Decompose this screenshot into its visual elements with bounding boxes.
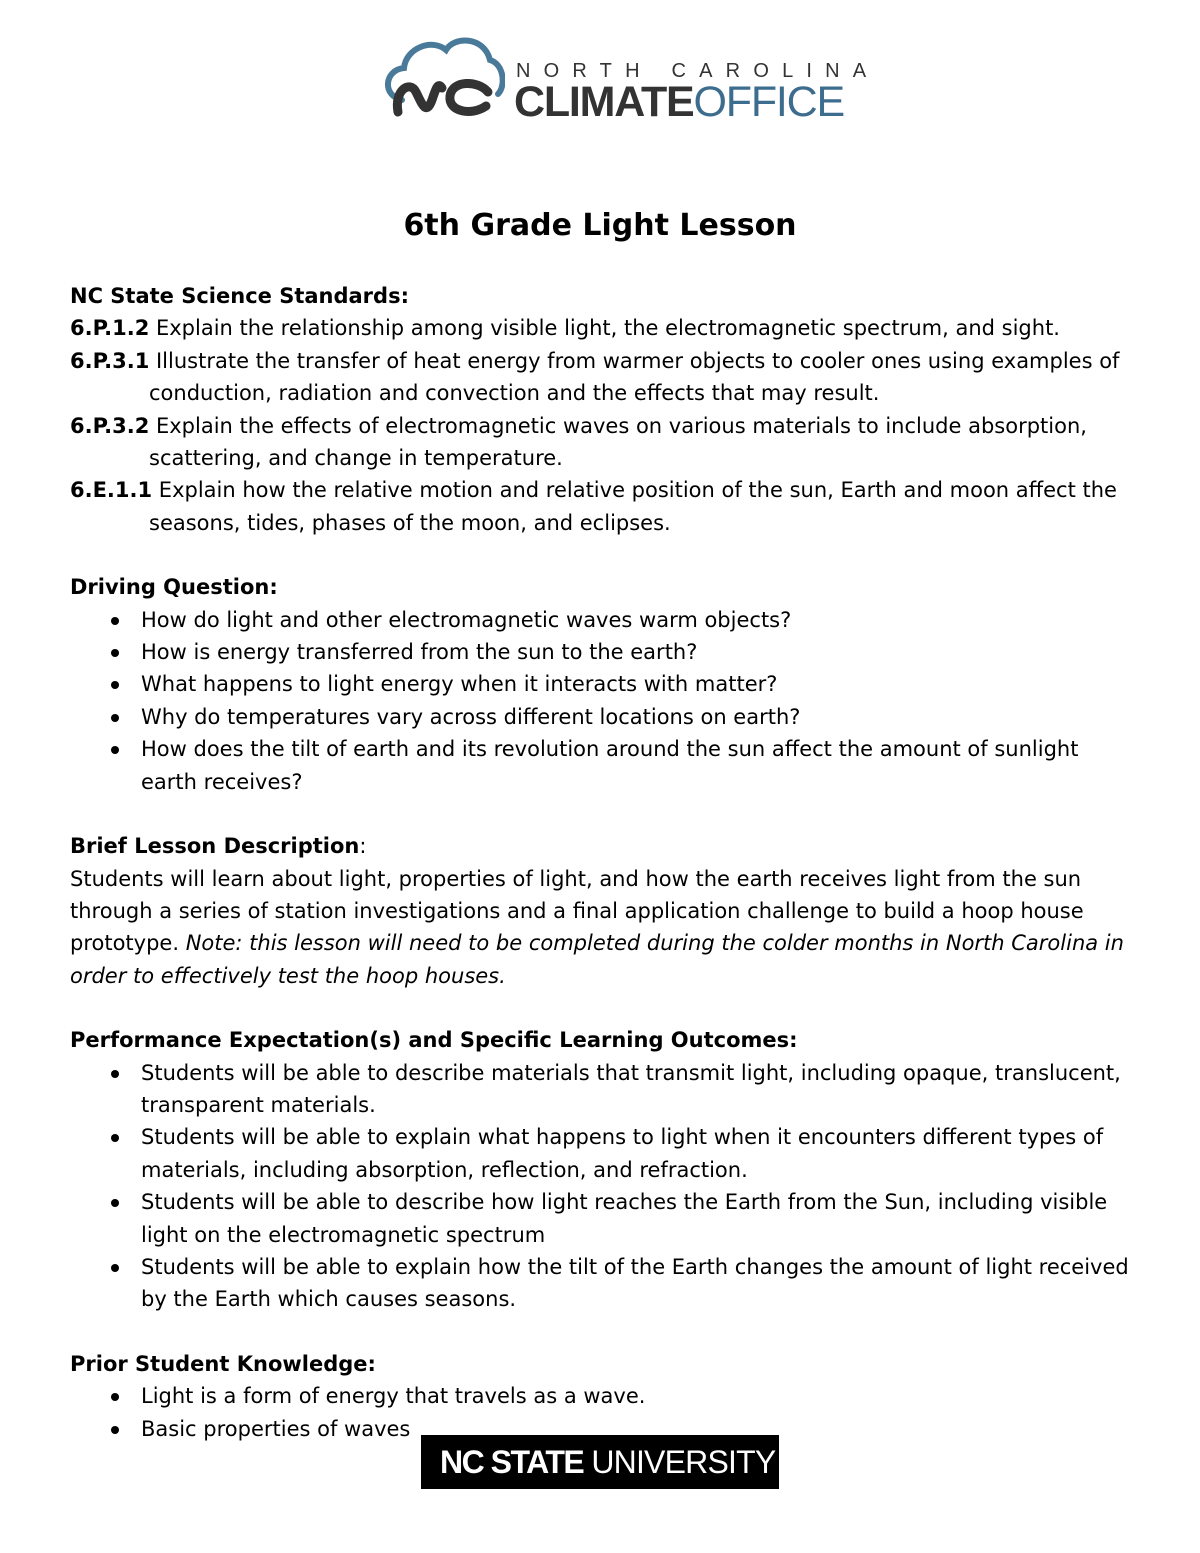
standards-heading: NC State Science Standards:: [70, 284, 409, 308]
logo-climate-word: CLIMATE: [514, 78, 694, 126]
section-spacer: [70, 1316, 1130, 1348]
standard-item: [70, 345, 1130, 410]
cloud-logo-icon: [380, 30, 505, 120]
driving-question-heading: Driving Question:: [70, 575, 278, 600]
document-body: [70, 280, 1130, 1445]
university-text: UNIVERSITY: [583, 1444, 776, 1480]
section-spacer: [70, 539, 1130, 571]
brief-description-text: Students will learn about light, properties of light, and how the earth receives light from the sun through a series of station investigations and a final application challenge to build a hoop house prototype.: [70, 866, 1084, 956]
section-spacer: [70, 798, 1130, 830]
standard-item: [70, 474, 1130, 539]
standard-text: Explain how the relative motion and relative position of the sun, Earth and moon affect the seasons, tides, phases of the moon, and eclipses.: [149, 478, 1117, 535]
list-item: How do light and other electromagnetic waves warm objects?: [70, 604, 1130, 636]
standard-code: 6.P.3.2: [70, 413, 150, 438]
list-item: How is energy transferred from the sun to the earth?: [70, 636, 1130, 668]
list-item: Students will be able to describe materials that transmit light, including opaque, translucent, transparent materials.: [70, 1057, 1130, 1122]
section-spacer: [70, 992, 1130, 1024]
nc-state-university-logo: [421, 1435, 779, 1489]
performance-heading: Performance Expectation(s) and Specific Learning Outcomes:: [70, 1028, 798, 1053]
logo-state-text: NORTH CAROLINA: [516, 60, 880, 82]
document-title: 6th Grade Light Lesson: [403, 208, 797, 243]
standard-text: Explain the effects of electromagnetic waves on various materials to include absorption, scattering, and change in temperature.: [149, 413, 1087, 471]
brief-description-colon: :: [359, 834, 367, 859]
list-item: What happens to light energy when it interacts with matter?: [70, 668, 1130, 700]
list-item: Students will be able to describe how light reaches the Earth from the Sun, including visible light on the electromagnetic spectrum: [70, 1186, 1130, 1251]
standard-code: 6.P.1.2: [70, 316, 150, 341]
standard-text: Illustrate the transfer of heat energy from warmer objects to cooler ones using examples of conduction, radiation and convection and the effects that may result.: [149, 348, 1120, 406]
climate-office-logo: [380, 30, 880, 126]
brief-description-note: Note: this lesson will need to be completed during the colder months in North Carolina in order to effectively test the hoop houses.: [70, 931, 1124, 988]
list-item: How does the tilt of earth and its revolution around the sun affect the amount of sunlight earth receives?: [70, 733, 1130, 798]
standard-item: [70, 312, 1130, 344]
nc-state-logo-text: [440, 1443, 775, 1481]
standard-text: Explain the relationship among visible light, the electromagnetic spectrum, and sight.: [149, 316, 1060, 341]
logo-office-text: [514, 77, 844, 127]
standard-item: [70, 410, 1130, 475]
driving-question-list: [70, 604, 1130, 798]
list-item: Why do temperatures vary across different locations on earth?: [70, 701, 1130, 733]
list-item: Students will be able to explain how the tilt of the Earth changes the amount of light received by the Earth which causes seasons.: [70, 1251, 1130, 1316]
brief-description-paragraph: [70, 863, 1130, 993]
prior-knowledge-heading: Prior Student Knowledge:: [70, 1351, 376, 1376]
standard-code: 6.P.3.1: [70, 348, 150, 373]
nc-state-bold-text: NC STATE: [440, 1444, 584, 1480]
list-item: Basic properties of waves: [70, 1413, 1130, 1445]
performance-list: [70, 1057, 1130, 1316]
logo-office-word: OFFICE: [693, 78, 844, 126]
standard-code: 6.E.1.1: [70, 478, 153, 503]
list-item: Light is a form of energy that travels as a wave.: [70, 1380, 1130, 1412]
list-item: Students will be able to explain what happens to light when it encounters different types of materials, including absorption, reflection, and refraction.: [70, 1121, 1130, 1186]
brief-description-label: Brief Lesson Description: [70, 834, 360, 859]
brief-description-heading: [70, 830, 1130, 862]
